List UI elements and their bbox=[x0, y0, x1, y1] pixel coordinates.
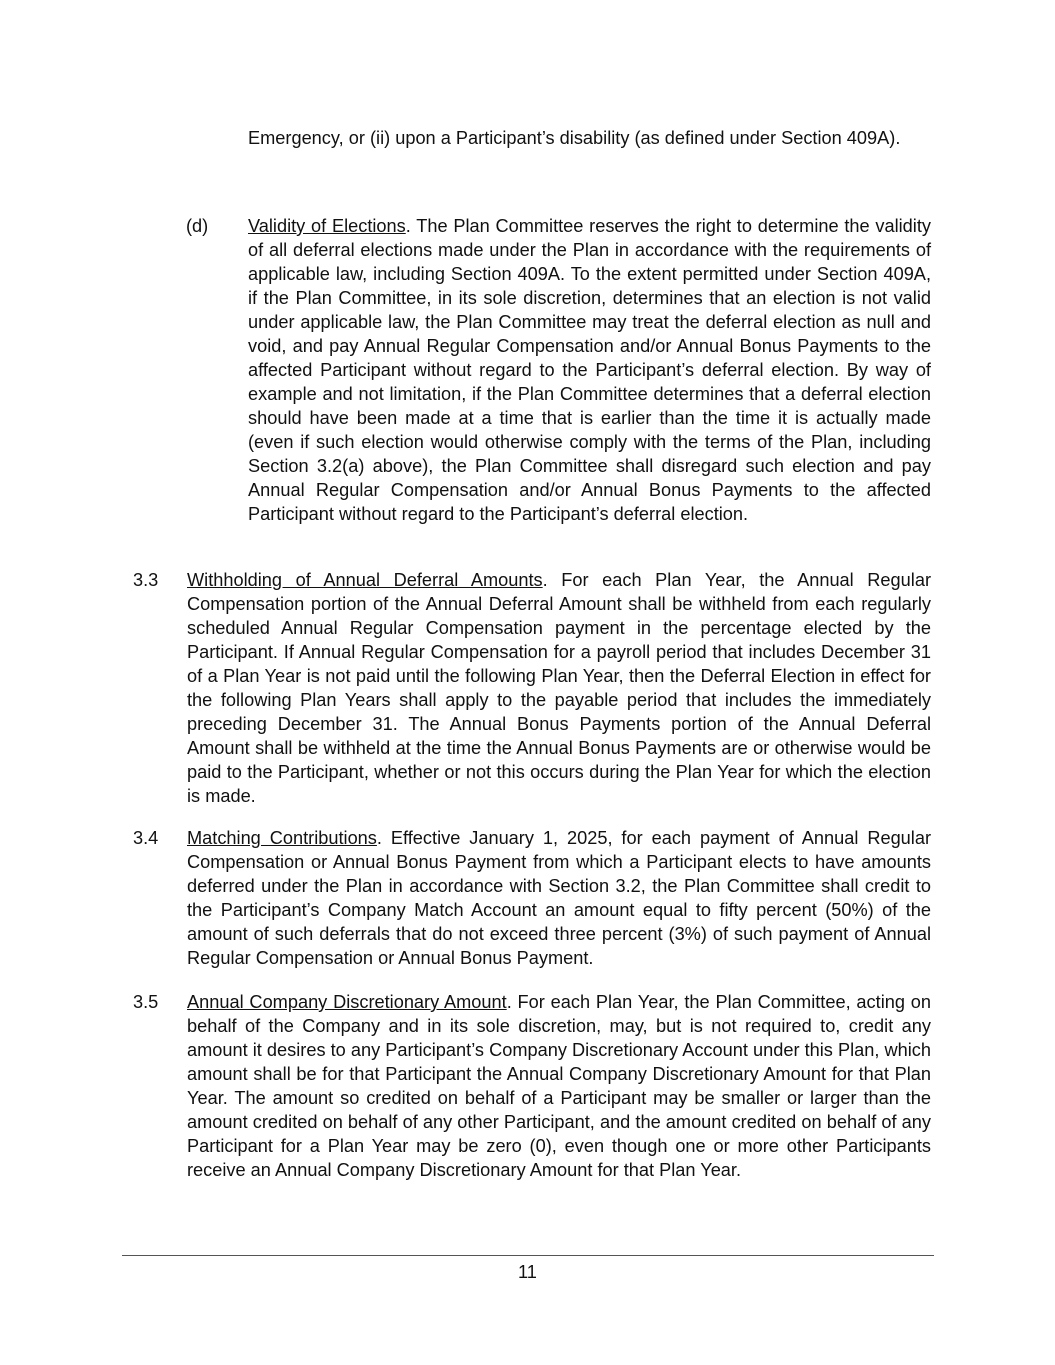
section-3-4-number: 3.4 bbox=[133, 828, 159, 848]
page-number: 11 bbox=[518, 1262, 537, 1282]
subsection-d-body: . The Plan Committee reserves the right to determine the validity of all deferral elections made under the Plan in accordance with the requirements of applicable law, including Section 409A. To the extent permitted under Section 409A, if the Plan Committee, in its sole discretion, determines that an election is not valid under applicable law, the Plan Committee may treat the deferral election as null and void, and pay Annual Regular Compensation and/or Annual Bonus Payments to the affected Participant without regard to the Participant’s deferral election. By way of example and not limitation, if the Plan Committee determines that a deferral election should have been made at a time that is earlier than the time it is actually made (even if such election would otherwise comply with the terms of the Plan, including Section 3.2(a) above), the Plan Committee shall disregard such election and pay Annual Regular Compensation and/or Annual Bonus Payments to the affected Participant without regard to the Participant’s deferral election. bbox=[248, 216, 931, 524]
section-3-3-body: . For each Plan Year, the Annual Regular Compensation portion of the Annual Deferral Amount shall be withheld from each regularly scheduled Annual Regular Compensation payment in the percentage elected by the Participant. If Annual Regular Compensation for a payroll period that includes December 31 of a Plan Year is not paid until the following Plan Year, then the Deferral Election in effect for the following Plan Years shall apply to the payable period that includes the immediately preceding December 31. The Annual Bonus Payments portion of the Annual Deferral Amount shall be withheld at the time the Annual Bonus Payments are or otherwise would be paid to the Participant, whether or not this occurs during the Plan Year for which the election is made. bbox=[187, 570, 931, 806]
section-3-5-paragraph bbox=[187, 990, 931, 1182]
section-3-4-paragraph bbox=[187, 826, 931, 970]
continuation-paragraph: Emergency, or (ii) upon a Participant’s disability (as defined under Section 409A). bbox=[248, 128, 901, 148]
section-3-3-heading: Withholding of Annual Deferral Amounts bbox=[187, 570, 543, 590]
section-3-3-number: 3.3 bbox=[133, 570, 159, 590]
section-3-5-body: . For each Plan Year, the Plan Committee, acting on behalf of the Company and in its sole discretion, may, but is not required to, credit any amount it desires to any Participant’s Company Discretionary Account under this Plan, which amount shall be for that Participant the Annual Company Discretionary Amount for that Plan Year. The amount so credited on behalf of a Participant may be smaller or larger than the amount credited on behalf of any other Participant, and the amount credited on behalf of any Participant for a Plan Year may be zero (0), even though one or more other Participants receive an Annual Company Discretionary Amount for that Plan Year. bbox=[187, 992, 931, 1180]
section-3-5-number: 3.5 bbox=[133, 992, 159, 1012]
subsection-d-paragraph bbox=[248, 214, 931, 526]
section-3-3-paragraph bbox=[187, 568, 931, 808]
section-3-5-heading: Annual Company Discretionary Amount bbox=[187, 992, 507, 1012]
section-3-4-heading: Matching Contributions bbox=[187, 828, 377, 848]
subsection-d-heading: Validity of Elections bbox=[248, 216, 406, 236]
section-3-4-body: . Effective January 1, 2025, for each payment of Annual Regular Compensation or Annual Bonus Payment from which a Participant elects to have amounts deferred under the Plan in accordance with Section 3.2, the Plan Committee shall credit to the Participant’s Company Match Account an amount equal to fifty percent (50%) of the amount of such deferrals that do not exceed three percent (3%) of such payment of Annual Regular Compensation or Annual Bonus Payment. bbox=[187, 828, 932, 968]
footer-divider bbox=[122, 1255, 934, 1256]
subsection-d-label: (d) bbox=[186, 216, 209, 236]
